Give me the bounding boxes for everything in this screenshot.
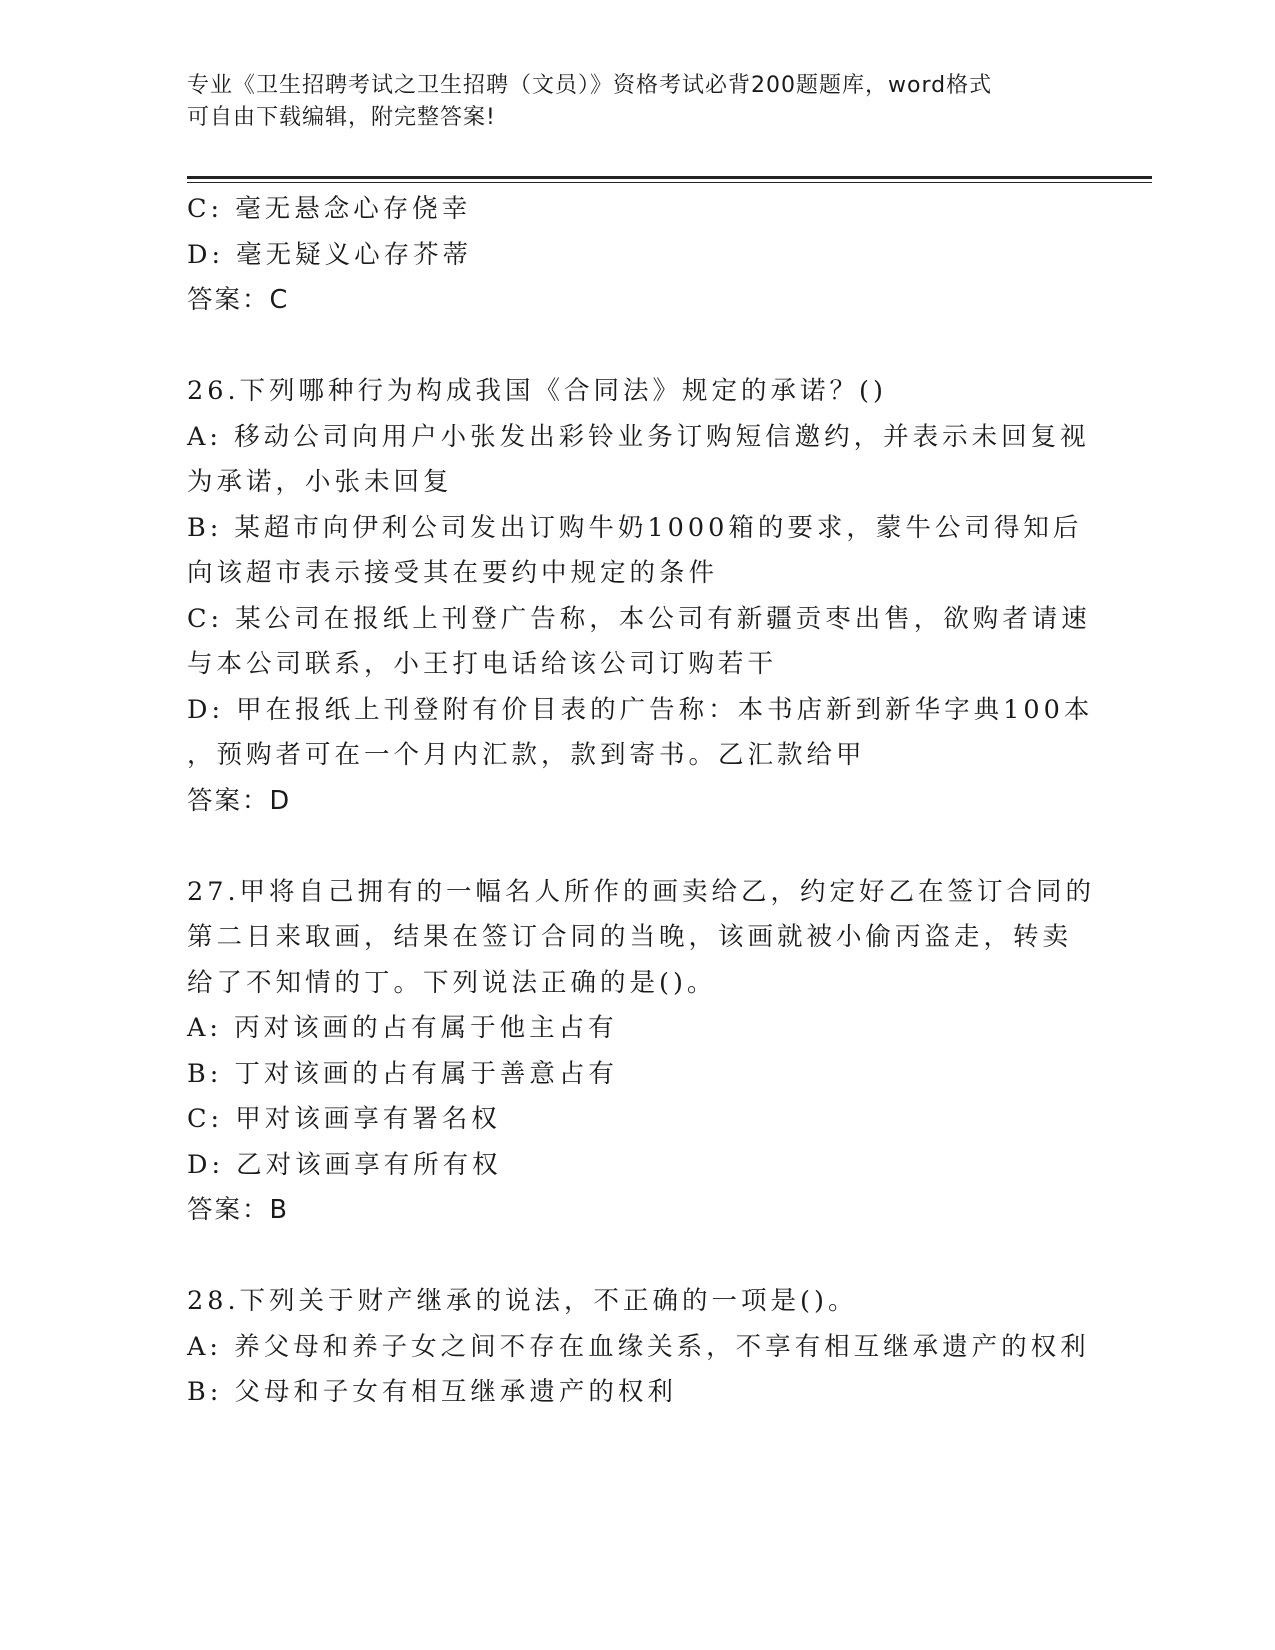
header-rule-thin — [187, 182, 1152, 183]
option-c-line-2: 与本公司联系，小王打电话给该公司订购若干 — [187, 649, 778, 679]
document-header — [187, 70, 1087, 134]
question-26 — [187, 369, 1094, 824]
option-a-line-1: A: 移动公司向用户小张发出彩铃业务订购短信邀约，并表示未回复视 — [187, 421, 1090, 452]
header-line-2: 可自由下载编辑，附完整答案! — [187, 105, 496, 130]
option-a: A: 丙对该画的占有属于他主占有 — [187, 1013, 618, 1043]
question-stem-line-1: 27.甲将自己拥有的一幅名人所作的画卖给乙，约定好乙在签订合同的 — [187, 876, 1096, 907]
option-c: C: 毫无悬念心存侥幸 — [187, 194, 472, 224]
option-d-line-1: D: 甲在报纸上刊登附有价目表的广告称：本书店新到新华字典100本 — [187, 694, 1094, 725]
spacer — [187, 324, 1077, 370]
option-b-line-1: B: 某超市向伊利公司发出订购牛奶1000箱的要求，蒙牛公司得知后 — [187, 512, 1083, 543]
option-d: D: 毫无疑义心存芥蒂 — [187, 239, 473, 270]
spacer — [187, 824, 1077, 870]
answer-line: 答案：B — [187, 1195, 289, 1225]
option-b: B: 父母和子女有相互继承遗产的权利 — [187, 1377, 677, 1407]
option-c-line-1: C: 某公司在报纸上刊登广告称，本公司有新疆贡枣出售，欲购者请速 — [187, 603, 1091, 634]
option-a: A: 养父母和养子女之间不存在血缘关系，不享有相互继承遗产的权利 — [187, 1331, 1090, 1362]
option-d-line-2: ，预购者可在一个月内汇款，款到寄书。乙汇款给甲 — [187, 740, 866, 770]
question-stem: 28.下列关于财产继承的说法，不正确的一项是()。 — [187, 1286, 858, 1316]
previous-question-tail — [187, 187, 1077, 324]
option-b: B: 丁对该画的占有属于善意占有 — [187, 1058, 618, 1089]
header-line-1: 专业《卫生招聘考试之卫生招聘（文员）》资格考试必背200题题库，word格式 — [187, 73, 993, 98]
answer-line: 答案：C — [187, 285, 290, 315]
option-d: D: 乙对该画享有所有权 — [187, 1149, 502, 1180]
header-rule-thick — [187, 176, 1152, 179]
question-27 — [187, 870, 1096, 1234]
document-body — [187, 187, 1096, 1416]
question-28 — [187, 1279, 1090, 1416]
option-b-line-2: 向该超市表示接受其在要约中规定的条件 — [187, 558, 719, 588]
question-stem-line-2: 第二日来取画，结果在签订合同的当晚，该画就被小偷丙盗走，转卖 — [187, 922, 1073, 952]
answer-line: 答案：D — [187, 785, 292, 816]
spacer — [187, 1234, 1077, 1280]
option-a-line-2: 为承诺，小张未回复 — [187, 467, 453, 497]
option-c: C: 甲对该画享有署名权 — [187, 1104, 501, 1134]
question-stem: 26.下列哪种行为构成我国《合同法》规定的承诺？() — [187, 376, 887, 406]
question-stem-line-3: 给了不知情的丁。下列说法正确的是()。 — [187, 967, 717, 998]
